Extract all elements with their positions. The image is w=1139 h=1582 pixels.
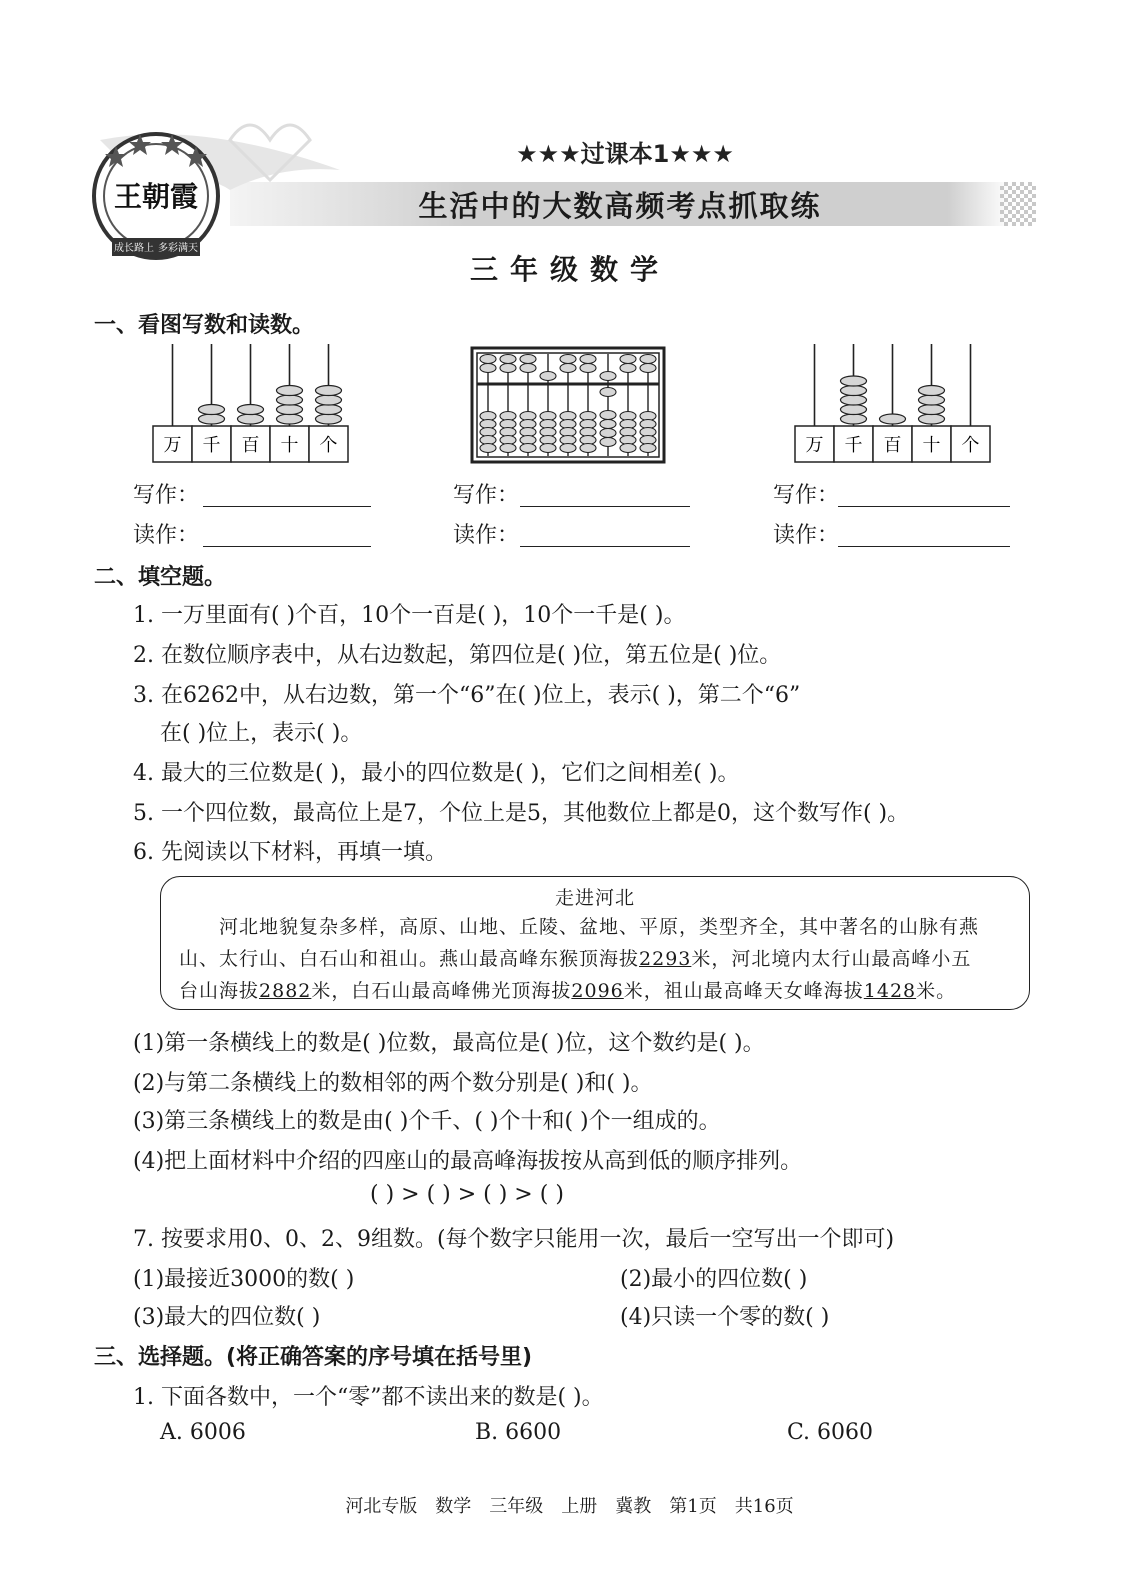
page-title: 生活中的大数高频考点抓取练 bbox=[418, 189, 822, 223]
place-value-label: 千 bbox=[202, 435, 221, 456]
bead bbox=[316, 395, 342, 405]
passage-line-3: 台山海拔2882米，白石山最高峰佛光顶海拔2096米，祖山最高峰天女峰海拔1428米。 bbox=[179, 980, 957, 1002]
abacus-bead bbox=[520, 444, 536, 453]
question-2-5: 5. 一个四位数，最高位上是7，个位上是5，其他数位上都是0，这个数写作( )。 bbox=[133, 801, 910, 826]
read-answer-line-3[interactable] bbox=[838, 546, 1010, 547]
svg-text:王朝霞: 王朝霞 bbox=[113, 180, 199, 213]
read-label-1: 读作： bbox=[133, 523, 200, 548]
subquestion-6-4: (4)把上面材料中介绍的四座山的最高峰海拔按从高到低的顺序排列。 bbox=[133, 1149, 803, 1174]
place-value-label: 万 bbox=[805, 435, 824, 456]
bead bbox=[919, 395, 945, 405]
read-label-2: 读作： bbox=[453, 523, 520, 548]
abacus-bead bbox=[600, 372, 616, 381]
svg-text:多彩满天: 多彩满天 bbox=[158, 243, 198, 254]
question-2-7: 7. 按要求用0、0、2、9组数。(每个数字只能用一次，最后一空写出一个即可) bbox=[133, 1227, 895, 1252]
bead bbox=[919, 386, 945, 396]
abacus-bead bbox=[580, 355, 596, 364]
abacus-bead bbox=[540, 372, 556, 381]
section-1-title: 一、看图写数和读数。 bbox=[94, 313, 315, 338]
question-2-6: 6. 先阅读以下材料，再填一填。 bbox=[133, 840, 447, 865]
counting-frame-2 bbox=[792, 340, 997, 466]
bead bbox=[841, 405, 867, 415]
abacus-bead bbox=[480, 444, 496, 453]
underlined-number-4: 1428 bbox=[863, 980, 917, 1002]
bead bbox=[238, 405, 264, 415]
place-value-label: 十 bbox=[922, 435, 941, 456]
option-a[interactable]: A. 6006 bbox=[160, 1420, 246, 1445]
abacus-bead bbox=[580, 444, 596, 453]
series-label: ★★★过课本1★★★ bbox=[516, 140, 734, 168]
bead bbox=[841, 414, 867, 424]
bead bbox=[841, 386, 867, 396]
write-answer-line-3[interactable] bbox=[838, 506, 1010, 507]
abacus-bead bbox=[500, 364, 516, 373]
read-answer-line-2[interactable] bbox=[520, 546, 690, 547]
section-2-title: 二、填空题。 bbox=[94, 565, 227, 590]
write-answer-line-1[interactable] bbox=[203, 506, 371, 507]
underlined-number-1: 2293 bbox=[639, 948, 692, 970]
abacus-bead bbox=[600, 388, 616, 397]
place-value-label: 万 bbox=[163, 435, 182, 456]
question-2-3-cont: 在( )位上，表示( )。 bbox=[160, 721, 363, 746]
counting-frame-1 bbox=[150, 340, 355, 466]
bead bbox=[316, 405, 342, 415]
subquestion-7-4: (4)只读一个零的数( ) bbox=[620, 1305, 830, 1330]
place-value-label: 千 bbox=[844, 435, 863, 456]
bead bbox=[277, 386, 303, 396]
place-value-label: 百 bbox=[883, 435, 902, 456]
abacus-bead bbox=[600, 411, 616, 420]
abacus-bead bbox=[640, 364, 656, 373]
abacus bbox=[470, 346, 666, 464]
question-2-3: 3. 在6262中，从右边数，第一个“6”在( )位上，表示( )，第二个“6” bbox=[133, 683, 801, 708]
bead bbox=[316, 386, 342, 396]
abacus-bead bbox=[620, 355, 636, 364]
read-label-3: 读作： bbox=[773, 523, 840, 548]
bead bbox=[919, 405, 945, 415]
abacus-bead bbox=[640, 355, 656, 364]
page-footer: 河北专版 数学 三年级 上册 冀教 第1页 共16页 bbox=[345, 1496, 794, 1517]
section-3-title: 三、选择题。(将正确答案的序号填在括号里) bbox=[94, 1345, 533, 1370]
bead bbox=[841, 376, 867, 386]
write-answer-line-2[interactable] bbox=[520, 506, 690, 507]
passage-title: 走进河北 bbox=[554, 887, 635, 909]
page-subtitle: 三年级数学 bbox=[469, 253, 670, 286]
bead bbox=[238, 414, 264, 424]
abacus-bead bbox=[620, 364, 636, 373]
question-2-4: 4. 最大的三位数是( )，最小的四位数是( )，它们之间相差( )。 bbox=[133, 761, 740, 786]
bead bbox=[316, 414, 342, 424]
abacus-bead bbox=[500, 444, 516, 453]
subquestion-7-3: (3)最大的四位数( ) bbox=[133, 1305, 321, 1330]
abacus-bead bbox=[640, 444, 656, 453]
place-value-label: 百 bbox=[241, 435, 260, 456]
write-label-3: 写作： bbox=[773, 483, 840, 508]
bead bbox=[841, 395, 867, 405]
abacus-bead bbox=[620, 444, 636, 453]
read-answer-line-1[interactable] bbox=[203, 546, 371, 547]
abacus-bead bbox=[600, 429, 616, 438]
bead bbox=[880, 414, 906, 424]
abacus-bead bbox=[600, 420, 616, 429]
place-value-label: 十 bbox=[280, 435, 299, 456]
bead bbox=[919, 414, 945, 424]
passage-line-2: 山、太行山、白石山和祖山。燕山最高峰东猴顶海拔2293米，河北境内太行山最高峰小五 bbox=[179, 948, 972, 970]
question-2-2: 2. 在数位顺序表中，从右边数起，第四位是( )位，第五位是( )位。 bbox=[133, 643, 782, 668]
abacus-bead bbox=[540, 444, 556, 453]
abacus-bead bbox=[560, 364, 576, 373]
abacus-bead bbox=[520, 364, 536, 373]
abacus-bead bbox=[500, 355, 516, 364]
reading-passage bbox=[160, 876, 1030, 1010]
abacus-bead bbox=[580, 364, 596, 373]
underlined-number-2: 2882 bbox=[259, 980, 312, 1002]
underlined-number-3: 2096 bbox=[571, 980, 624, 1002]
place-value-label: 个 bbox=[319, 435, 338, 456]
passage-line-1: 河北地貌复杂多样，高原、山地、丘陵、盆地、平原，类型齐全，其中著名的山脉有燕 bbox=[219, 916, 980, 938]
abacus-bead bbox=[600, 438, 616, 447]
ordering-blanks: ( ) > ( ) > ( ) > ( ) bbox=[370, 1182, 564, 1207]
abacus-bead bbox=[560, 355, 576, 364]
bead bbox=[277, 395, 303, 405]
abacus-bead bbox=[560, 444, 576, 453]
question-2-1: 1. 一万里面有( )个百，10个一百是( )，10个一千是( )。 bbox=[133, 603, 686, 628]
subquestion-6-1: (1)第一条横线上的数是( )位数，最高位是( )位，这个数约是( )。 bbox=[133, 1031, 765, 1056]
subquestion-7-1: (1)最接近3000的数( ) bbox=[133, 1267, 355, 1292]
svg-text:成长路上: 成长路上 bbox=[114, 243, 154, 254]
subquestion-6-3: (3)第三条横线上的数是由( )个千、( )个十和( )个一组成的。 bbox=[133, 1109, 721, 1134]
place-value-label: 个 bbox=[961, 435, 980, 456]
bead bbox=[199, 414, 225, 424]
write-label-2: 写作： bbox=[453, 483, 520, 508]
option-b[interactable]: B. 6600 bbox=[475, 1420, 562, 1445]
abacus-bead bbox=[520, 355, 536, 364]
subquestion-7-2: (2)最小的四位数( ) bbox=[620, 1267, 808, 1292]
question-3-1: 1. 下面各数中，一个“零”都不读出来的数是( )。 bbox=[133, 1385, 604, 1410]
bead bbox=[199, 405, 225, 415]
abacus-bead bbox=[480, 364, 496, 373]
option-c[interactable]: C. 6060 bbox=[787, 1420, 874, 1445]
bead bbox=[277, 414, 303, 424]
abacus-bead bbox=[480, 355, 496, 364]
subquestion-6-2: (2)与第二条横线上的数相邻的两个数分别是( )和( )。 bbox=[133, 1071, 653, 1096]
write-label-1: 写作： bbox=[133, 483, 200, 508]
bead bbox=[277, 405, 303, 415]
